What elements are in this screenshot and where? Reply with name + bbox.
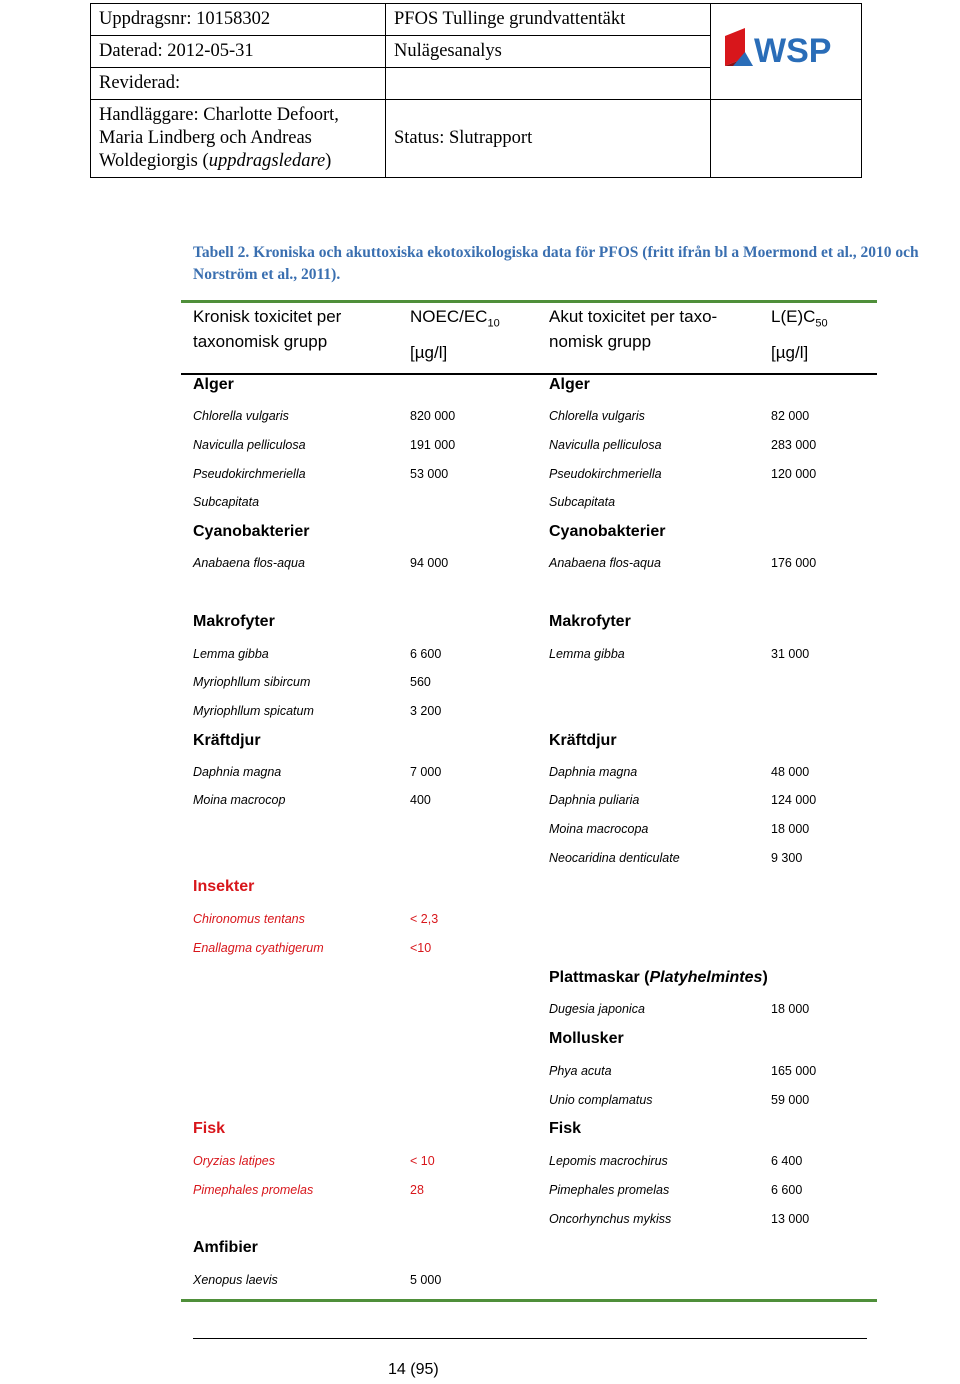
acute-value: 124 000 <box>771 793 817 807</box>
date: Daterad: 2012-05-31 <box>91 36 386 68</box>
project-name: PFOS Tullinge grundvattentäkt <box>386 4 711 36</box>
acute-value: 31 000 <box>771 647 810 661</box>
acute-species: Naviculla pelliculosa <box>549 438 662 452</box>
chronic-group-label: Fisk <box>193 1120 226 1137</box>
chronic-species: Daphnia magna <box>193 765 282 779</box>
acute-value: 13 000 <box>771 1212 810 1226</box>
report-subtitle: Nulägesanalys <box>386 36 711 68</box>
chronic-value: <10 <box>410 941 432 955</box>
chronic-group-label: Amfibier <box>193 1239 258 1256</box>
acute-value: 18 000 <box>771 822 810 836</box>
chronic-species: Xenopus laevis <box>193 1273 278 1287</box>
document-header <box>90 3 862 178</box>
chronic-species: Myriophllum sibircum <box>193 675 311 689</box>
acute-species: Lemma gibba <box>549 647 625 661</box>
acute-species: Daphnia magna <box>549 765 638 779</box>
revised: Reviderad: <box>91 68 386 100</box>
chronic-value: 6 600 <box>410 647 442 661</box>
acute-value: 48 000 <box>771 765 810 779</box>
acute-group-label: Cyanobakterier <box>549 523 666 540</box>
chronic-species: Oryzias latipes <box>193 1154 275 1168</box>
acute-value: 176 000 <box>771 556 817 570</box>
acute-value: 9 300 <box>771 851 803 865</box>
chronic-value: 53 000 <box>410 467 449 481</box>
chronic-group-label: Makrofyter <box>193 613 275 630</box>
page-number: 14 (95) <box>388 1361 439 1378</box>
col-header-lec-unit: [µg/l] <box>771 343 809 362</box>
acute-group-label: Makrofyter <box>549 613 631 630</box>
chronic-group-label: Insekter <box>193 878 255 895</box>
status: Status: Slutrapport <box>386 100 711 178</box>
chronic-group-label: Kräftdjur <box>193 732 261 749</box>
table-bottom-rule <box>181 1299 877 1302</box>
acute-species: Chlorella vulgaris <box>549 409 645 423</box>
chronic-species: Moina macrocop <box>193 793 286 807</box>
acute-species: Subcapitata <box>549 495 616 509</box>
acute-species: Moina macrocopa <box>549 822 649 836</box>
chronic-value: 3 200 <box>410 704 442 718</box>
acute-group-label: Plattmaskar (Platyhelmintes) <box>549 969 768 986</box>
acute-value: 6 600 <box>771 1183 803 1197</box>
acute-species: Neocaridina denticulate <box>549 851 680 865</box>
acute-value: 82 000 <box>771 409 810 423</box>
acute-value: 120 000 <box>771 467 817 481</box>
acute-value: 283 000 <box>771 438 817 452</box>
col-header-noec: NOEC/$EC_{10}$ <box>410 307 500 330</box>
table-caption: Tabell 2. Kroniska och akuttoxiska ekotoxikologiska data för PFOS (fritt ifrån bl a Moermond et al., 2010 och Norström et al., 2011). <box>193 244 919 283</box>
acute-group-label: Fisk <box>549 1120 582 1137</box>
chronic-value: 191 000 <box>410 438 456 452</box>
project-number: Uppdragsnr: 10158302 <box>91 4 386 36</box>
acute-group-label: Alger <box>549 376 590 393</box>
col-header-lec: $L(E)C_{50}$ <box>771 307 828 330</box>
chronic-value: 5 000 <box>410 1273 442 1287</box>
chronic-value: < 10 <box>410 1154 435 1168</box>
chronic-value: < 2,3 <box>410 912 439 926</box>
acute-species: Oncorhynchus mykiss <box>549 1212 672 1226</box>
col-header-acute: Akut toxicitet per taxo-nomisk grupp <box>549 307 718 351</box>
chronic-value: 560 <box>410 675 431 689</box>
wsp-logo-icon <box>723 26 849 70</box>
acute-value: 165 000 <box>771 1064 817 1078</box>
acute-value: 18 000 <box>771 1002 810 1016</box>
chronic-value: 400 <box>410 793 431 807</box>
acute-value: 59 000 <box>771 1093 810 1107</box>
chronic-species: Naviculla pelliculosa <box>193 438 306 452</box>
chronic-species: Subcapitata <box>193 495 260 509</box>
chronic-species: Enallagma cyathigerum <box>193 941 324 955</box>
chronic-value: 94 000 <box>410 556 449 570</box>
chronic-species: Anabaena flos-aqua <box>193 556 305 570</box>
chronic-value: 28 <box>410 1183 424 1197</box>
footer-rule <box>193 1338 867 1339</box>
acute-species: Anabaena flos-aqua <box>549 556 661 570</box>
chronic-species: Chironomus tentans <box>193 912 305 926</box>
acute-species: Pseudokirchmeriella <box>549 467 662 481</box>
chronic-value: 820 000 <box>410 409 456 423</box>
acute-species: Dugesia japonica <box>549 1002 645 1016</box>
acute-group-label: Mollusker <box>549 1030 624 1047</box>
handler: Handläggare: Charlotte Defoort, Maria Lindberg och Andreas Woldegiorgis (uppdragsledare) <box>91 100 386 178</box>
chronic-species: Myriophllum spicatum <box>193 704 314 718</box>
col-header-chronic: Kronisk toxicitet per taxonomisk grupp <box>193 307 342 351</box>
acute-species: Phya acuta <box>549 1064 612 1078</box>
col-header-noec-unit: [µg/l] <box>410 343 448 362</box>
chronic-species: Lemma gibba <box>193 647 269 661</box>
acute-group-label: Kräftdjur <box>549 732 617 749</box>
acute-species: Daphnia puliaria <box>549 793 640 807</box>
table-top-rule <box>181 300 877 303</box>
chronic-species: Chlorella vulgaris <box>193 409 289 423</box>
acute-species: Pimephales promelas <box>549 1183 670 1197</box>
wsp-logo <box>711 4 862 100</box>
chronic-value: 7 000 <box>410 765 442 779</box>
chronic-species: Pseudokirchmeriella <box>193 467 306 481</box>
acute-species: Unio complamatus <box>549 1093 653 1107</box>
acute-value: 6 400 <box>771 1154 803 1168</box>
header-underline <box>181 373 877 375</box>
chronic-group-label: Cyanobakterier <box>193 523 310 540</box>
svg-text:WSP: WSP <box>754 32 832 70</box>
chronic-group-label: Alger <box>193 376 234 393</box>
chronic-species: Pimephales promelas <box>193 1183 314 1197</box>
acute-species: Lepomis macrochirus <box>549 1154 668 1168</box>
